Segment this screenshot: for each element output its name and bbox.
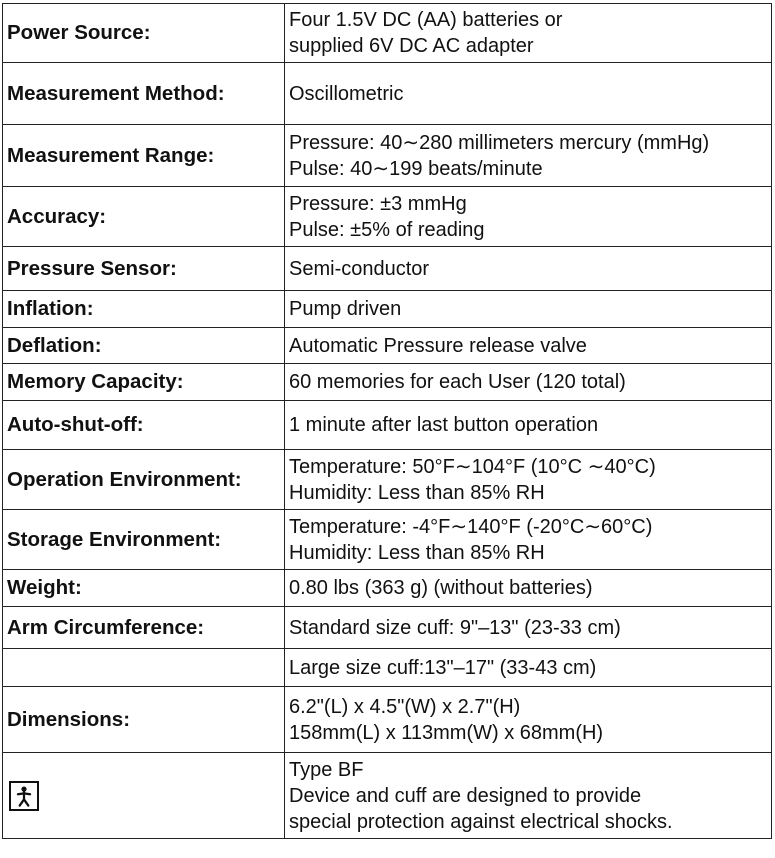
spec-label: Accuracy: (3, 187, 285, 247)
spec-label: Weight: (3, 570, 285, 607)
spec-value-line: special protection against electrical shocks. (289, 810, 673, 833)
spec-value-line: supplied 6V DC AC adapter (289, 35, 534, 57)
spec-value-line: Temperature: 50°F∼104°F (10°C ∼40°C) (289, 455, 656, 478)
spec-label: Memory Capacity: (3, 364, 285, 401)
spec-row-accuracy (3, 187, 772, 247)
spec-value-line: Type BF (289, 758, 364, 781)
spec-value-line: Semi-conductor (289, 257, 430, 280)
spec-label: Measurement Range: (3, 125, 285, 187)
spec-value (285, 570, 772, 607)
spec-value-line: 1 minute after last button operation (289, 414, 599, 436)
spec-label: Deflation: (3, 328, 285, 364)
spec-value-line: Automatic Pressure release valve (289, 334, 587, 357)
specifications-table (2, 3, 772, 839)
type-bf-symbol-icon (9, 781, 39, 811)
spec-row-pressure-sensor (3, 247, 772, 291)
spec-value-line: 0.80 lbs (363 g) (without batteries) (289, 577, 593, 599)
spec-value (285, 63, 772, 125)
spec-value (285, 687, 772, 753)
spec-value (285, 187, 772, 247)
spec-value-line: Humidity: Less than 85% RH (289, 481, 545, 504)
spec-value (285, 607, 772, 649)
spec-value-line: Device and cuff are designed to provide (289, 784, 642, 807)
spec-value-line: 158mm(L) x 113mm(W) x 68mm(H) (289, 721, 604, 744)
spec-label (3, 649, 285, 687)
spec-value-line: Temperature: -4°F∼140°F (-20°C∼60°C) (289, 515, 653, 538)
spec-row-measurement-range (3, 125, 772, 187)
spec-label: Power Source: (3, 4, 285, 63)
spec-value (285, 328, 772, 364)
spec-value (285, 125, 772, 187)
spec-value-line: 6.2"(L) x 4.5"(W) x 2.7"(H) (289, 695, 521, 718)
spec-value-line: Four 1.5V DC (AA) batteries or (289, 9, 563, 31)
spec-value (285, 364, 772, 401)
spec-row-measurement-method (3, 63, 772, 125)
spec-label: Pressure Sensor: (3, 247, 285, 291)
spec-row-dimensions (3, 687, 772, 753)
spec-row-power-source (3, 4, 772, 63)
spec-label: Arm Circumference: (3, 607, 285, 649)
spec-row-memory-capacity (3, 364, 772, 401)
spec-row-inflation (3, 291, 772, 328)
spec-value (285, 401, 772, 450)
spec-row-arm-circumference-large (3, 649, 772, 687)
spec-row-weight (3, 570, 772, 607)
spec-value-line: Standard size cuff: 9"–13" (23-33 cm) (289, 616, 621, 639)
spec-value-line: Humidity: Less than 85% RH (289, 541, 545, 564)
spec-value (285, 291, 772, 328)
spec-value-line: Pulse: 40∼199 beats/minute (289, 157, 543, 180)
spec-label (3, 753, 285, 839)
spec-row-deflation (3, 328, 772, 364)
spec-value (285, 450, 772, 510)
spec-value (285, 649, 772, 687)
spec-label: Storage Environment: (3, 510, 285, 570)
spec-row-arm-circumference (3, 607, 772, 649)
spec-label: Auto-shut-off: (3, 401, 285, 450)
spec-label: Operation Environment: (3, 450, 285, 510)
spec-label: Inflation: (3, 291, 285, 328)
spec-value (285, 4, 772, 63)
spec-value-line: 60 memories for each User (120 total) (289, 371, 626, 393)
spec-value (285, 247, 772, 291)
spec-row-auto-shut-off (3, 401, 772, 450)
spec-value-line: Pressure: ±3 mmHg (289, 192, 467, 215)
spec-value-line: Pulse: ±5% of reading (289, 218, 485, 241)
spec-row-type-bf (3, 753, 772, 839)
spec-row-operation-environment (3, 450, 772, 510)
spec-label: Measurement Method: (3, 63, 285, 125)
spec-value (285, 753, 772, 839)
spec-value-line: Large size cuff:13"–17" (33-43 cm) (289, 656, 597, 679)
spec-value-line: Pressure: 40∼280 millimeters mercury (mmHg) (289, 131, 710, 154)
spec-value (285, 510, 772, 570)
spec-label: Dimensions: (3, 687, 285, 753)
spec-value-line: Pump driven (289, 298, 402, 320)
spec-row-storage-environment (3, 510, 772, 570)
spec-value-line: Oscillometric (289, 82, 404, 105)
